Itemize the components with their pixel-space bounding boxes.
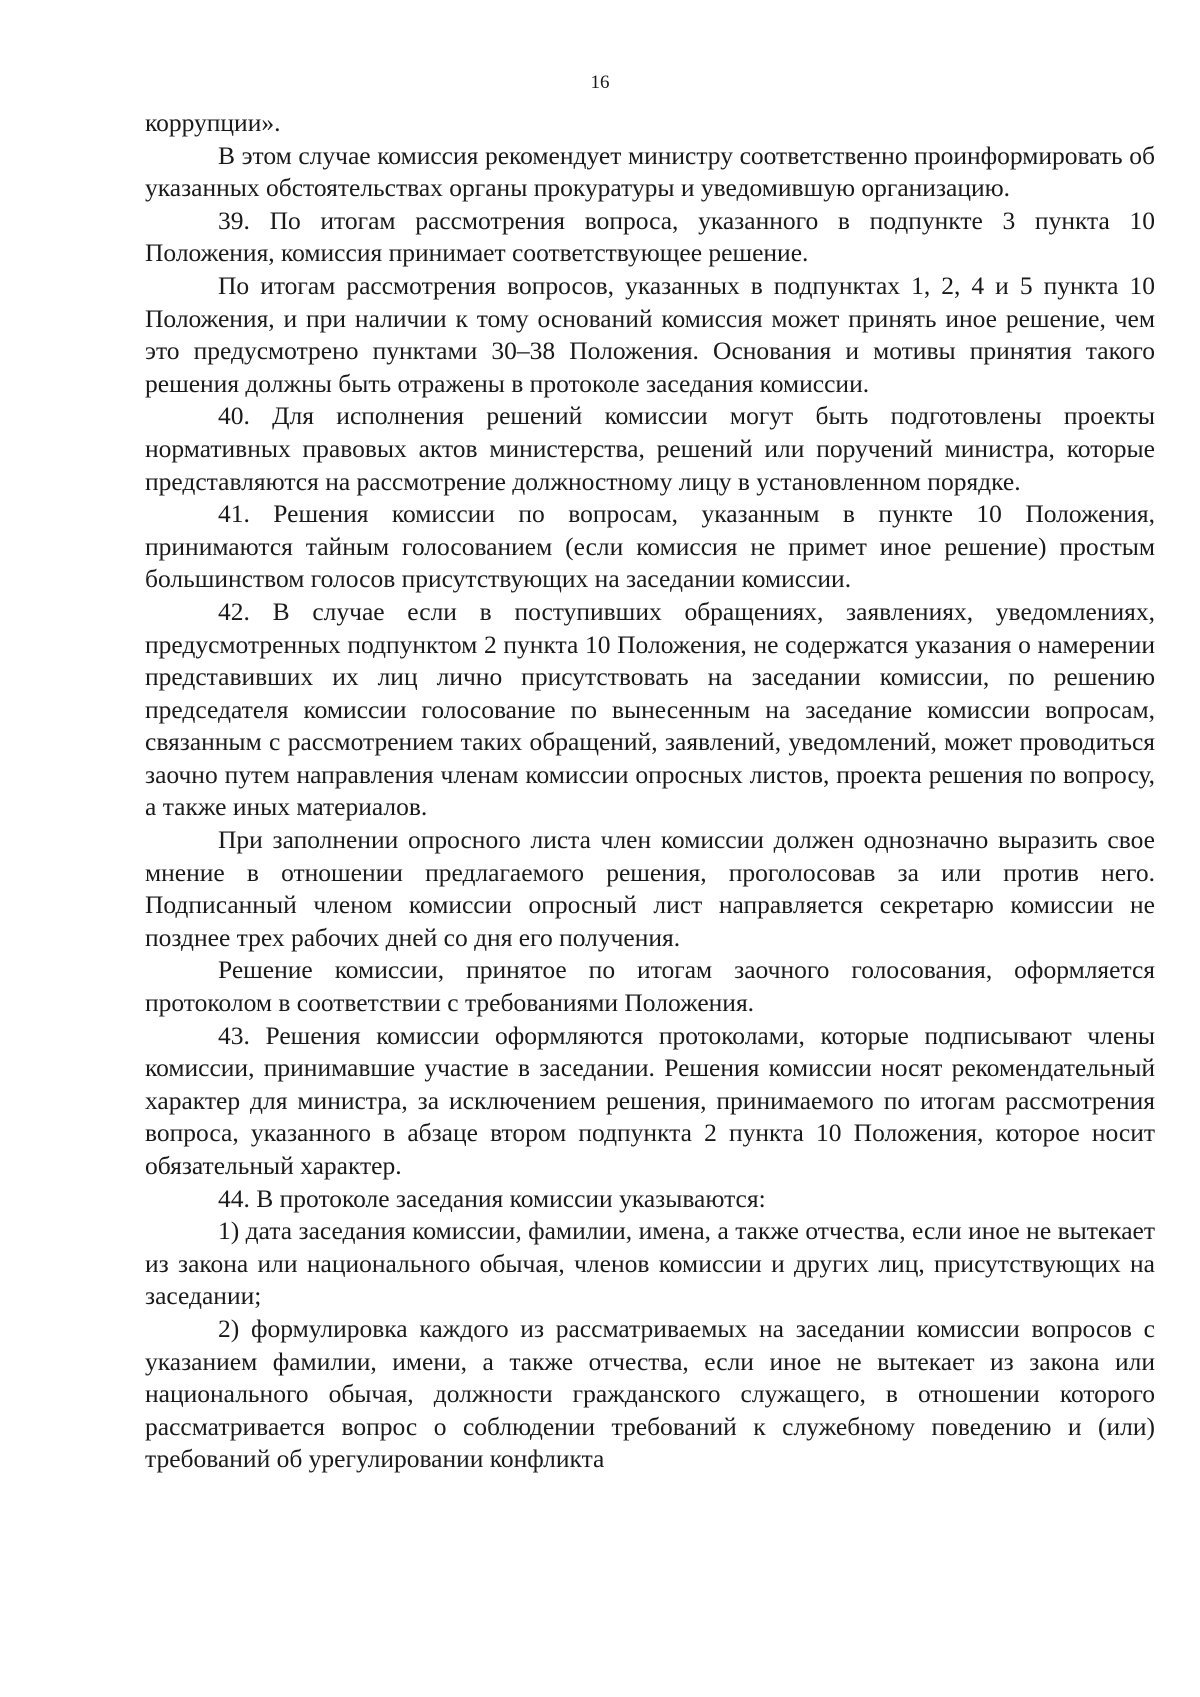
paragraph: При заполнении опросного листа член комиссии должен однозначно выразить свое мнение в отношении предлагаемого решения, проголосовав за или против него. Подписанный членом комиссии опросный лист направляется секретарю комиссии не позднее трех рабочих дней со дня его получения. [145,825,1155,952]
paragraph: 1) дата заседания комиссии, фамилии, имена, а также отчества, если иное не вытекает из закона или национального обычая, членов комиссии и других лиц, присутствующих на заседании; [145,1216,1155,1311]
paragraph: Решение комиссии, принятое по итогам заочного голосования, оформляется протоколом в соответствии с требованиями Положения. [145,955,1155,1018]
paragraph: 39. По итогам рассмотрения вопроса, указанного в подпункте 3 пункта 10 Положения, комиссия принимает соответствующее решение. [145,205,1155,268]
paragraph: В этом случае комиссия рекомендует министру соответственно проинформировать об указанных обстоятельствах органы прокуратуры и уведомившую организацию. [145,140,1155,203]
paragraph: 42. В случае если в поступивших обращениях, заявлениях, уведомлениях, предусмотренных подпунктом 2 пункта 10 Положения, не содержатся указания о намерении представивших их лиц лично присутствовать на заседании комиссии, по решению председателя комиссии голосование по вынесенным на заседание комиссии вопросам, связанным с рассмотрением таких обращений, заявлений, уведомлений, может проводиться заочно путем направления членам комиссии опросных листов, проекта решения по вопросу, а также иных материалов. [145,596,1155,822]
paragraph: 44. В протоколе заседания комиссии указываются: [218,1183,766,1213]
document-body [145,107,1155,1476]
paragraph: 2) формулировка каждого из рассматриваемых на заседании комиссии вопросов с указанием фамилии, имени, а также отчества, если иное не вытекает из закона или национального обычая, должности гражданского служащего, в отношении которого рассматривается вопрос о соблюдении требований к служебному поведению и (или) требований об урегулировании конфликта [145,1313,1155,1474]
paragraph: По итогам рассмотрения вопросов, указанных в подпунктах 1, 2, 4 и 5 пункта 10 Положения, и при наличии к тому оснований комиссия может принять иное решение, чем это предусмотрено пунктами 30–38 Положения. Основания и мотивы принятия такого решения должны быть отражены в протоколе заседания комиссии. [145,270,1155,398]
page-number: 16 [590,72,610,93]
paragraph: 40. Для исполнения решений комиссии могут быть подготовлены проекты нормативных правовых актов министерства, решений или поручений министра, которые представляются на рассмотрение должностному лицу в установленном порядке. [145,401,1155,496]
paragraph: 41. Решения комиссии по вопросам, указанным в пункте 10 Положения, принимаются тайным голосованием (если комиссия не примет иное решение) простым большинством голосов присутствующих на заседании комиссии. [145,499,1155,594]
paragraph: 43. Решения комиссии оформляются протоколами, которые подписывают члены комиссии, принимавшие участие в заседании. Решения комиссии носят рекомендательный характер для министра, за исключением решения, принимаемого по итогам рассмотрения вопроса, указанного в абзаце втором подпункта 2 пункта 10 Положения, которое носит обязательный характер. [145,1020,1155,1180]
paragraph: коррупции». [145,108,281,137]
